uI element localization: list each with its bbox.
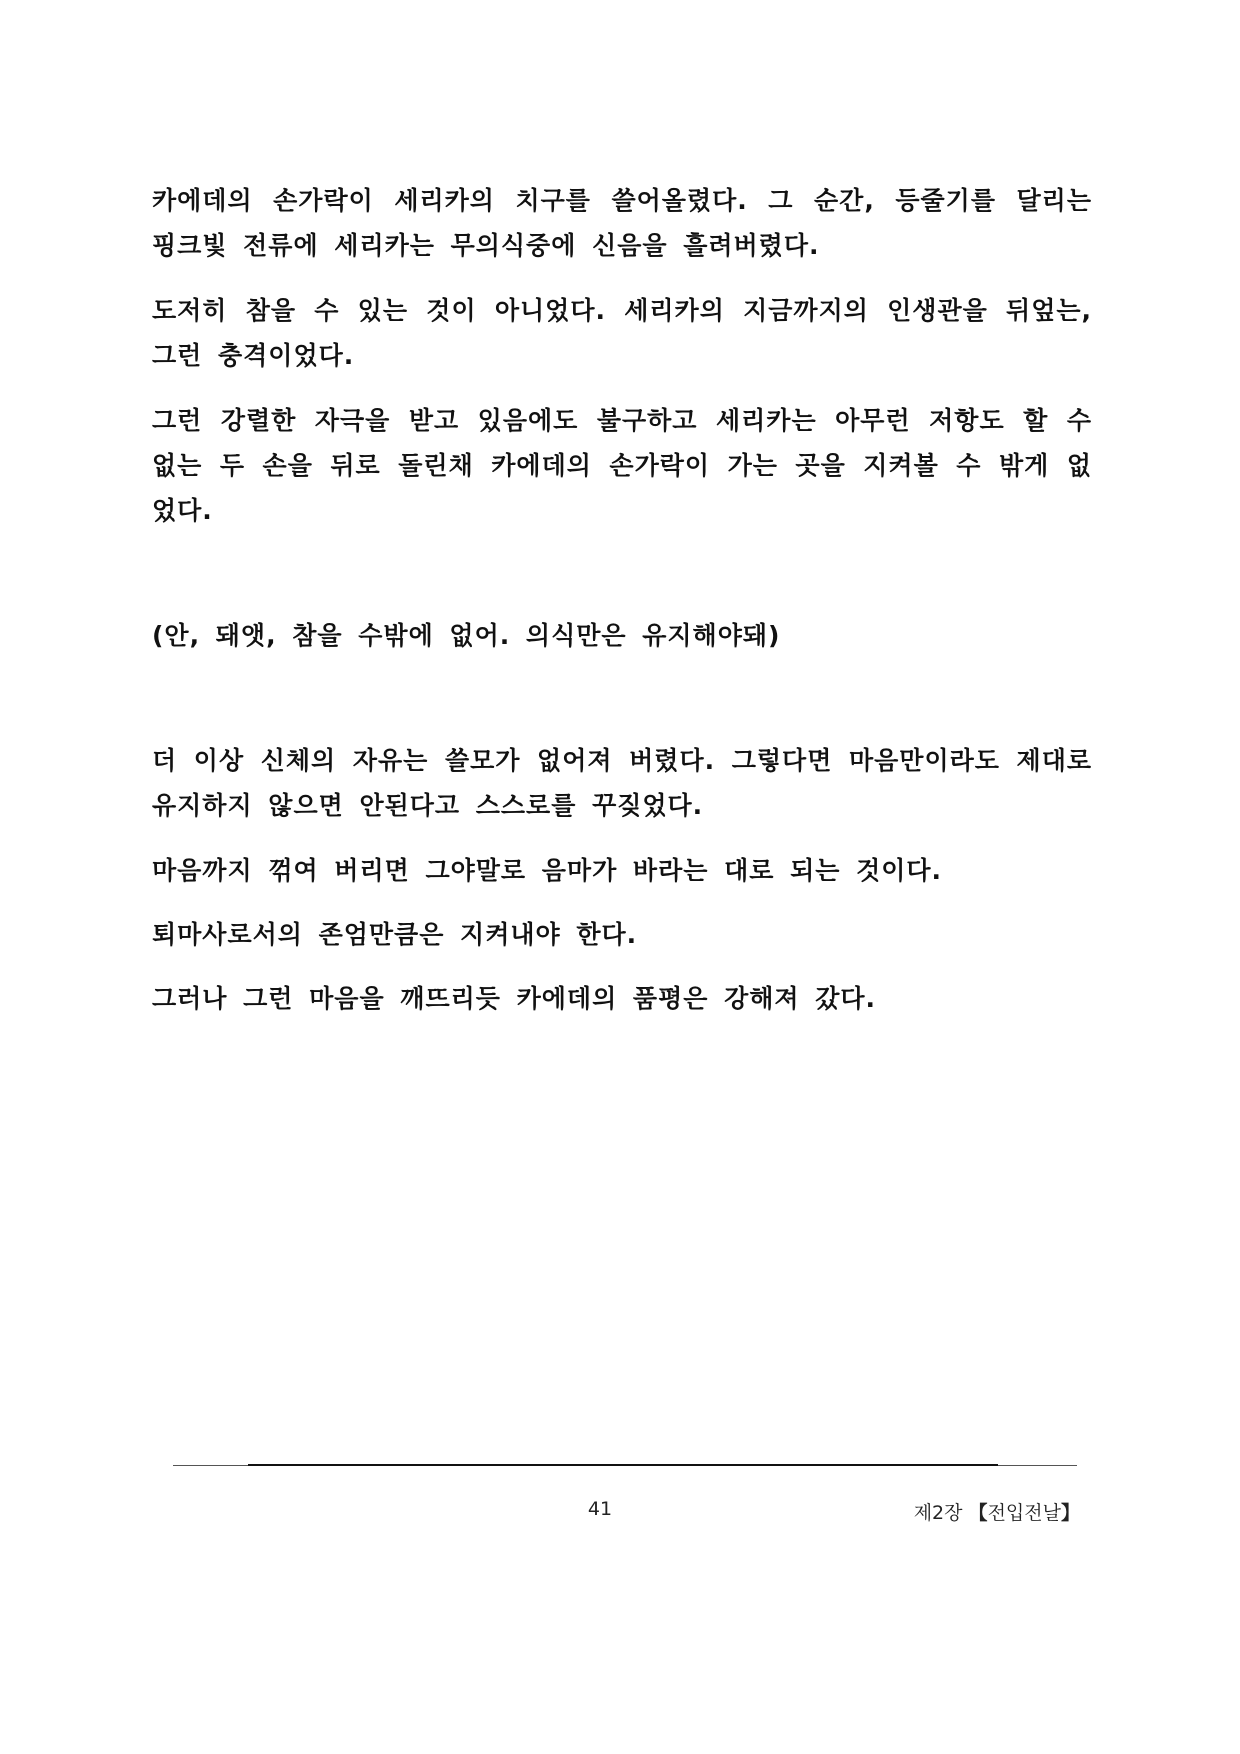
paragraph-5: 더 이상 신체의 자유는 쓸모가 없어져 버렸다. 그렇다면 마음만이라도 제대로 유지하지 않으면 안된다고 스스로를 꾸짖었다. [152, 746, 1092, 820]
paragraph-7: 퇴마사로서의 존엄만큼은 지켜내야 한다. [152, 920, 638, 949]
chapter-prefix: 제2장 [913, 1502, 969, 1524]
paragraph-inner-thought: (안, 돼앳, 참을 수밖에 없어. 의식만은 유지해야돼) [152, 621, 781, 650]
paragraph-2: 도저히 참을 수 있는 것이 아니었다. 세리카의 지금까지의 인생관을 뒤엎는, 그런 충격이었다. [152, 296, 1092, 370]
bracket-open: 【 [968, 1502, 988, 1524]
page-number: 41 [587, 1498, 613, 1520]
chapter-label [880, 1498, 1080, 1525]
page-body [152, 178, 1092, 1041]
paragraph-3: 그런 강렬한 자극을 받고 있음에도 불구하고 세리카는 아무런 저항도 할 수 없는 두 손을 뒤로 돌린채 카에데의 손가락이 가는 곳을 지켜볼 수 밖게 없었다. [152, 406, 1092, 525]
bracket-close: 】 [1060, 1502, 1080, 1524]
footer-divider-thick [248, 1464, 998, 1466]
paragraph-8: 그러나 그런 마음을 깨뜨리듯 카에데의 품평은 강해져 갔다. [152, 984, 877, 1013]
paragraph-1: 카에데의 손가락이 세리카의 치구를 쓸어올렸다. 그 순간, 등줄기를 달리는 핑크빛 전류에 세리카는 무의식중에 신음을 흘려버렸다. [152, 186, 1092, 260]
paragraph-6: 마음까지 꺾여 버리면 그야말로 음마가 바라는 대로 되는 것이다. [152, 856, 943, 885]
chapter-title: 전입전날 [987, 1502, 1061, 1524]
